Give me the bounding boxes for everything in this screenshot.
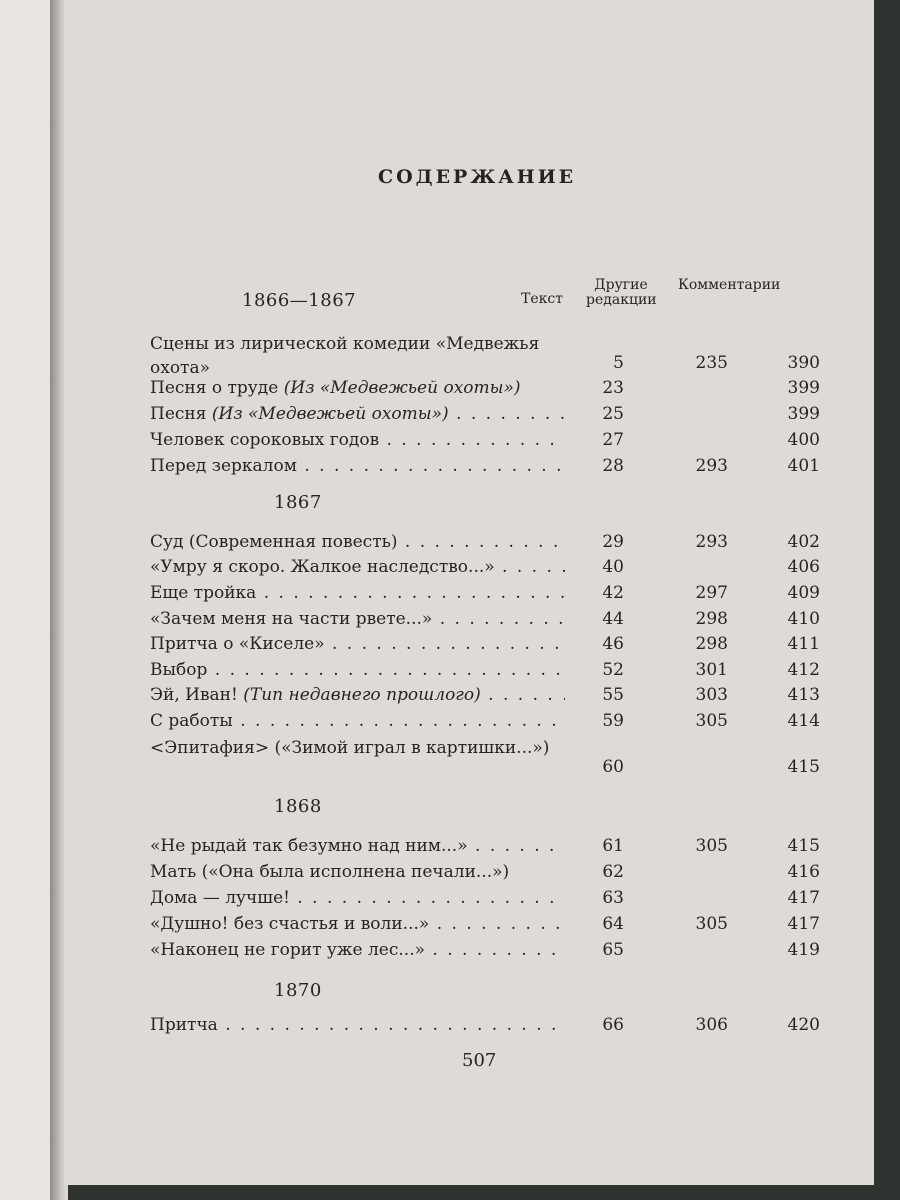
page-text: 40 <box>602 557 624 577</box>
toc-entry <box>150 606 820 632</box>
page-other: 293 <box>695 456 728 476</box>
section-year: 1870 <box>274 980 322 1001</box>
entry-title: Песня о труде <box>150 378 279 398</box>
column-header-other-editions: Другие редакции <box>586 277 657 308</box>
page-text: 59 <box>602 711 624 731</box>
toc-entry <box>150 427 820 453</box>
entry-title: Эй, Иван! <box>150 685 238 705</box>
toc-entry <box>150 833 820 859</box>
entry-title: «Не рыдай так безумно над ним...» . . . <box>150 833 565 859</box>
page-other: 303 <box>695 685 728 705</box>
page-text: 61 <box>602 836 624 856</box>
toc-entry <box>150 937 820 963</box>
page-comments: 412 <box>787 660 820 680</box>
page-comments: 417 <box>787 888 820 908</box>
page-other: 305 <box>695 711 728 731</box>
entry-title: Выбор . . . <box>150 657 565 683</box>
toc-entry <box>150 375 820 401</box>
page-comments: 419 <box>787 940 820 960</box>
toc-entry <box>150 529 820 555</box>
toc-entry <box>150 708 820 734</box>
entry-title: <Эпитафия> («Зимой играл в картишки...») <box>150 738 550 758</box>
entry-title: Притча о «Киселе» . . . <box>150 631 565 657</box>
page-text: 23 <box>602 378 624 398</box>
page-text: 66 <box>602 1015 624 1035</box>
page-number: 507 <box>462 1050 497 1071</box>
entry-subtitle: (Тип недавнего прошлого) <box>243 685 481 705</box>
section-year: 1867 <box>274 492 322 513</box>
page-comments: 401 <box>787 456 820 476</box>
page-other: 297 <box>695 583 728 603</box>
page-other: 306 <box>695 1015 728 1035</box>
entry-title: «Зачем меня на части рвете...» . . . <box>150 606 565 632</box>
entry-title: Еще тройка . . . <box>150 580 565 606</box>
page-other: 305 <box>695 836 728 856</box>
entry-title: Мать («Она была исполнена печали...») <box>150 862 510 882</box>
page-text: 63 <box>602 888 624 908</box>
page-other: 305 <box>695 914 728 934</box>
page-text: 65 <box>602 940 624 960</box>
page-comments: 406 <box>787 557 820 577</box>
toc-entry <box>150 1012 820 1038</box>
entry-title: «Наконец не горит уже лес...» . . . <box>150 937 565 963</box>
column-header-comments: Комментарии <box>678 277 781 293</box>
page-comments: 400 <box>787 430 820 450</box>
toc-entry <box>150 657 820 683</box>
toc-entry <box>150 682 820 708</box>
page-comments: 402 <box>787 532 820 552</box>
page-text: 64 <box>602 914 624 934</box>
page-text: 62 <box>602 862 624 882</box>
toc-entry <box>150 631 820 657</box>
page-other: 293 <box>695 532 728 552</box>
page-text: 27 <box>602 430 624 450</box>
page-other: 235 <box>695 353 728 373</box>
page-comments: 414 <box>787 711 820 731</box>
section-year: 1866—1867 <box>242 290 357 311</box>
entry-title: Суд (Современная повесть) . . . <box>150 529 565 555</box>
toc-entry <box>150 736 820 786</box>
entry-title: Дома — лучше! . . . <box>150 885 565 911</box>
page-other: 298 <box>695 634 728 654</box>
entry-title: Человек сороковых годов . . . <box>150 427 565 453</box>
page-other: 298 <box>695 609 728 629</box>
page-comments: 420 <box>787 1015 820 1035</box>
entry-title: Сцены из лирической комедии «Медвежья охота» <box>150 334 540 378</box>
page-comments: 399 <box>787 404 820 424</box>
toc-entry <box>150 580 820 606</box>
page-text: 25 <box>602 404 624 424</box>
page-text: 5 <box>613 353 624 373</box>
page-text: 42 <box>602 583 624 603</box>
page-other: 301 <box>695 660 728 680</box>
page-text: 55 <box>602 685 624 705</box>
page-text: 46 <box>602 634 624 654</box>
entry-subtitle: (Из «Медвежьей охоты») <box>283 378 521 398</box>
entry-title: Перед зеркалом . . . <box>150 453 565 479</box>
page-text: 28 <box>602 456 624 476</box>
entry-title: Притча . . . <box>150 1012 565 1038</box>
page-text: 29 <box>602 532 624 552</box>
page-comments: 399 <box>787 378 820 398</box>
section-year: 1868 <box>274 796 322 817</box>
page-title: СОДЕРЖАНИЕ <box>378 166 577 188</box>
page-comments: 411 <box>787 634 820 654</box>
toc-entry <box>150 453 820 479</box>
page-comments: 416 <box>787 862 820 882</box>
page-comments: 415 <box>787 836 820 856</box>
page-comments: 417 <box>787 914 820 934</box>
entry-title: С работы . . . <box>150 708 565 734</box>
toc-entry <box>150 885 820 911</box>
entry-title: «Душно! без счастья и воли...» . . . <box>150 911 565 937</box>
entry-title: «Умру я скоро. Жалкое наследство...» . . . <box>150 554 565 580</box>
entry-title: Песня <box>150 404 207 424</box>
book-page <box>64 0 874 1185</box>
toc-entry <box>150 859 820 885</box>
entry-subtitle: (Из «Медвежьей охоты») <box>211 404 449 424</box>
page-text: 44 <box>602 609 624 629</box>
page-comments: 413 <box>787 685 820 705</box>
page-text: 60 <box>602 757 624 777</box>
toc-entry <box>150 554 820 580</box>
column-header-text: Текст <box>521 291 563 307</box>
toc-entry <box>150 401 820 427</box>
page-comments: 409 <box>787 583 820 603</box>
toc-entry <box>150 911 820 937</box>
page-comments: 390 <box>787 353 820 373</box>
page-text: 52 <box>602 660 624 680</box>
page-comments: 415 <box>787 757 820 777</box>
page-comments: 410 <box>787 609 820 629</box>
